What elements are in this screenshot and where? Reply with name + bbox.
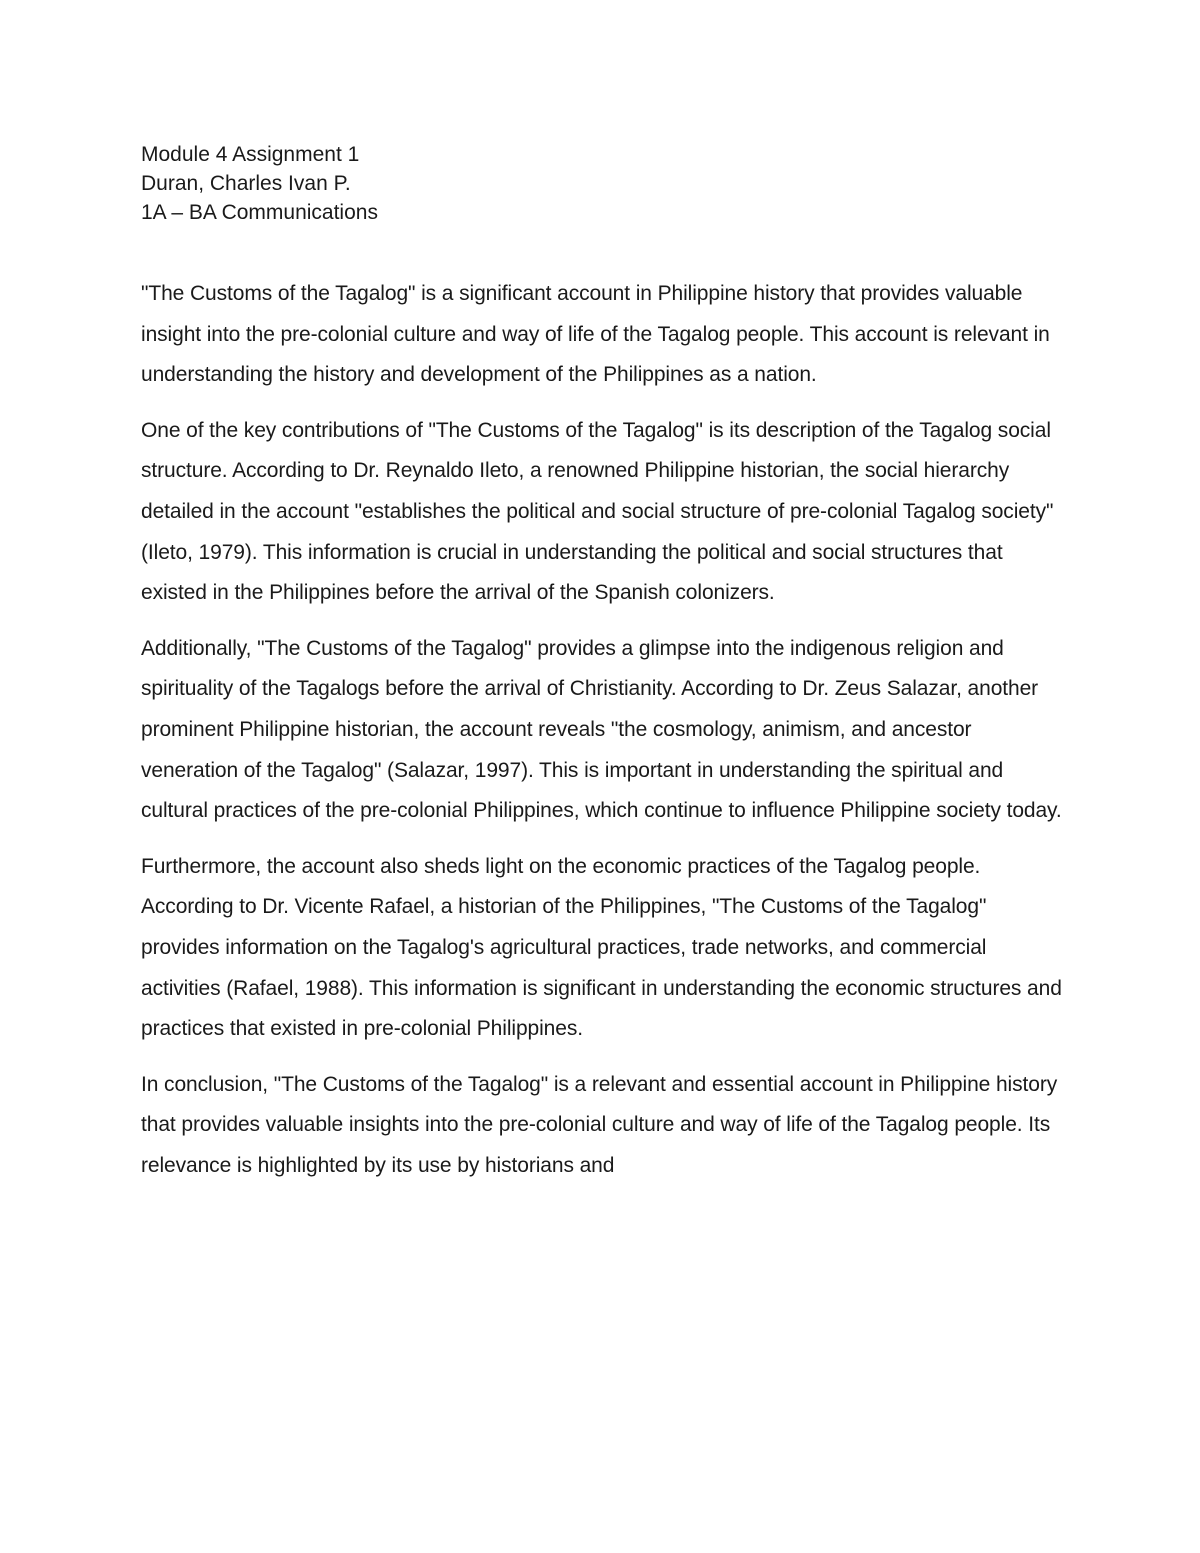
document-body <box>141 140 1066 1201</box>
course-section: 1A – BA Communications <box>141 201 378 224</box>
paragraph-economy: Furthermore, the account also sheds light on the economic practices of the Tagalog people. According to Dr. Vicente Rafael, a historian of the Philippines, "The Customs of the Tagalog" provides information on the Tagalog's agricultural practices, trade networks, and commercial activities (Rafael, 1988). This information is significant in understanding the economic structures and practices that existed in pre-colonial Philippines. <box>141 854 1062 1041</box>
paragraph-religion: Additionally, "The Customs of the Tagalog" provides a glimpse into the indigenous religion and spirituality of the Tagalogs before the arrival of Christianity. According to Dr. Zeus Salazar, another prominent Philippine historian, the account reveals "the cosmology, animism, and ancestor veneration of the Tagalog" (Salazar, 1997). This is important in understanding the spiritual and cultural practices of the pre-colonial Philippines, which continue to influence Philippine society today. <box>141 636 1062 823</box>
document-header <box>141 140 1066 227</box>
assignment-title: Module 4 Assignment 1 <box>141 143 360 166</box>
author-name: Duran, Charles Ivan P. <box>141 172 351 195</box>
paragraph-social-structure: One of the key contributions of "The Customs of the Tagalog" is its description of the Tagalog social structure. According to Dr. Reynaldo Ileto, a renowned Philippine historian, the social hierarchy detailed in the account "establishes the political and social structure of pre-colonial Tagalog society" (Ileto, 1979). This information is crucial in understanding the political and social structures that existed in the Philippines before the arrival of the Spanish colonizers. <box>141 418 1054 605</box>
paragraph-intro: "The Customs of the Tagalog" is a significant account in Philippine history that provides valuable insight into the pre-colonial culture and way of life of the Tagalog people. This account is relevant in understanding the history and development of the Philippines as a nation. <box>141 282 1050 387</box>
paragraph-conclusion: In conclusion, "The Customs of the Tagalog" is a relevant and essential account in Philippine history that provides valuable insights into the pre-colonial culture and way of life of the Tagalog people. Its relevance is highlighted by its use by historians and <box>141 1072 1058 1177</box>
